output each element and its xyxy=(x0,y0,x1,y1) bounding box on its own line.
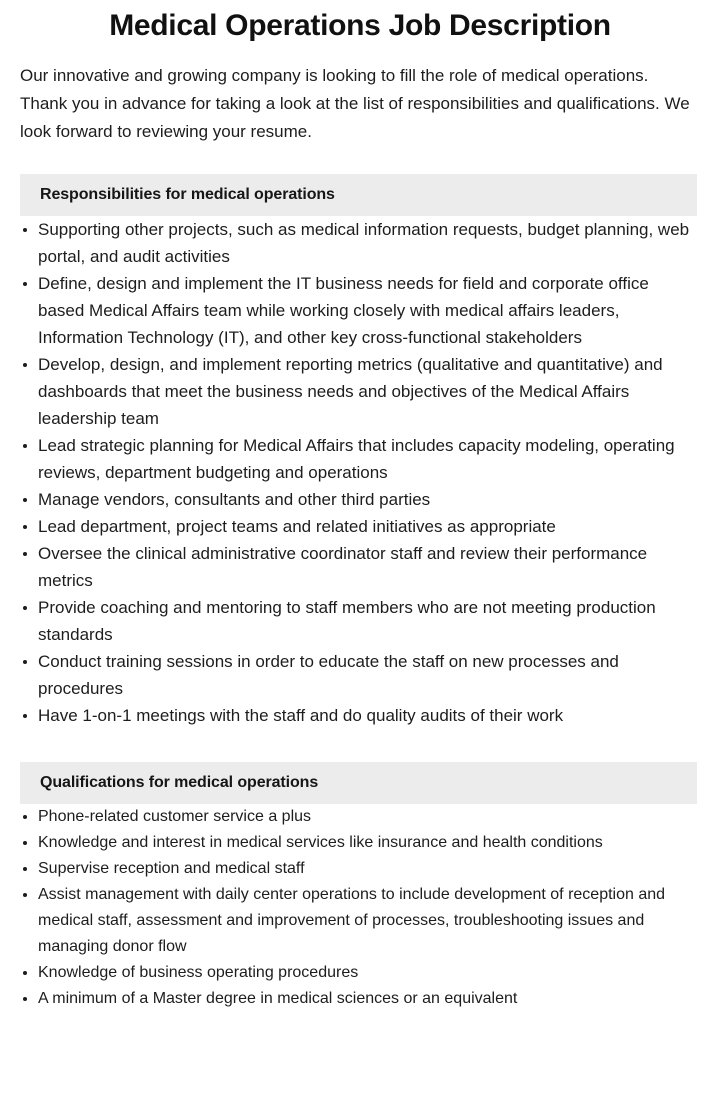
list-item: A minimum of a Master degree in medical sciences or an equivalent xyxy=(0,986,720,1012)
list-item: Conduct training sessions in order to educate the staff on new processes and procedures xyxy=(0,648,720,702)
section-responsibilities xyxy=(0,174,720,729)
list-item: Manage vendors, consultants and other third parties xyxy=(0,486,720,513)
list-item: Provide coaching and mentoring to staff members who are not meeting production standards xyxy=(0,594,720,648)
list-item: Knowledge and interest in medical services like insurance and health conditions xyxy=(0,830,720,856)
list-item: Oversee the clinical administrative coordinator staff and review their performance metrics xyxy=(0,540,720,594)
responsibilities-list xyxy=(0,216,720,729)
section-heading-responsibilities: Responsibilities for medical operations xyxy=(40,186,335,203)
list-item: Knowledge of business operating procedures xyxy=(0,960,720,986)
section-header-band-qualifications xyxy=(20,762,697,804)
qualifications-list xyxy=(0,804,720,1012)
list-item: Lead department, project teams and related initiatives as appropriate xyxy=(0,513,720,540)
list-item: Define, design and implement the IT business needs for field and corporate office based Medical Affairs team while working closely with medical affairs leaders, Information Technology (IT), and other key cross-functional stakeholders xyxy=(0,270,720,351)
intro-paragraph: Our innovative and growing company is looking to fill the role of medical operations. Thank you in advance for taking a look at the list of responsibilities and qualifications. We look forward to reviewing your resume. xyxy=(20,66,690,141)
list-item: Assist management with daily center operations to include development of reception and medical staff, assessment and improvement of processes, troubleshooting issues and managing donor flow xyxy=(0,882,720,960)
list-item: Have 1-on-1 meetings with the staff and do quality audits of their work xyxy=(0,702,720,729)
list-item: Lead strategic planning for Medical Affairs that includes capacity modeling, operating reviews, department budgeting and operations xyxy=(0,432,720,486)
section-header-band-responsibilities xyxy=(20,174,697,216)
section-heading-qualifications: Qualifications for medical operations xyxy=(40,774,319,791)
section-qualifications xyxy=(0,762,720,1012)
page-title: Medical Operations Job Description xyxy=(109,9,611,42)
list-item: Phone-related customer service a plus xyxy=(0,804,720,830)
list-item: Supporting other projects, such as medical information requests, budget planning, web portal, and audit activities xyxy=(0,216,720,270)
list-item: Develop, design, and implement reporting metrics (qualitative and quantitative) and dashboards that meet the business needs and objectives of the Medical Affairs leadership team xyxy=(0,351,720,432)
list-item: Supervise reception and medical staff xyxy=(0,856,720,882)
